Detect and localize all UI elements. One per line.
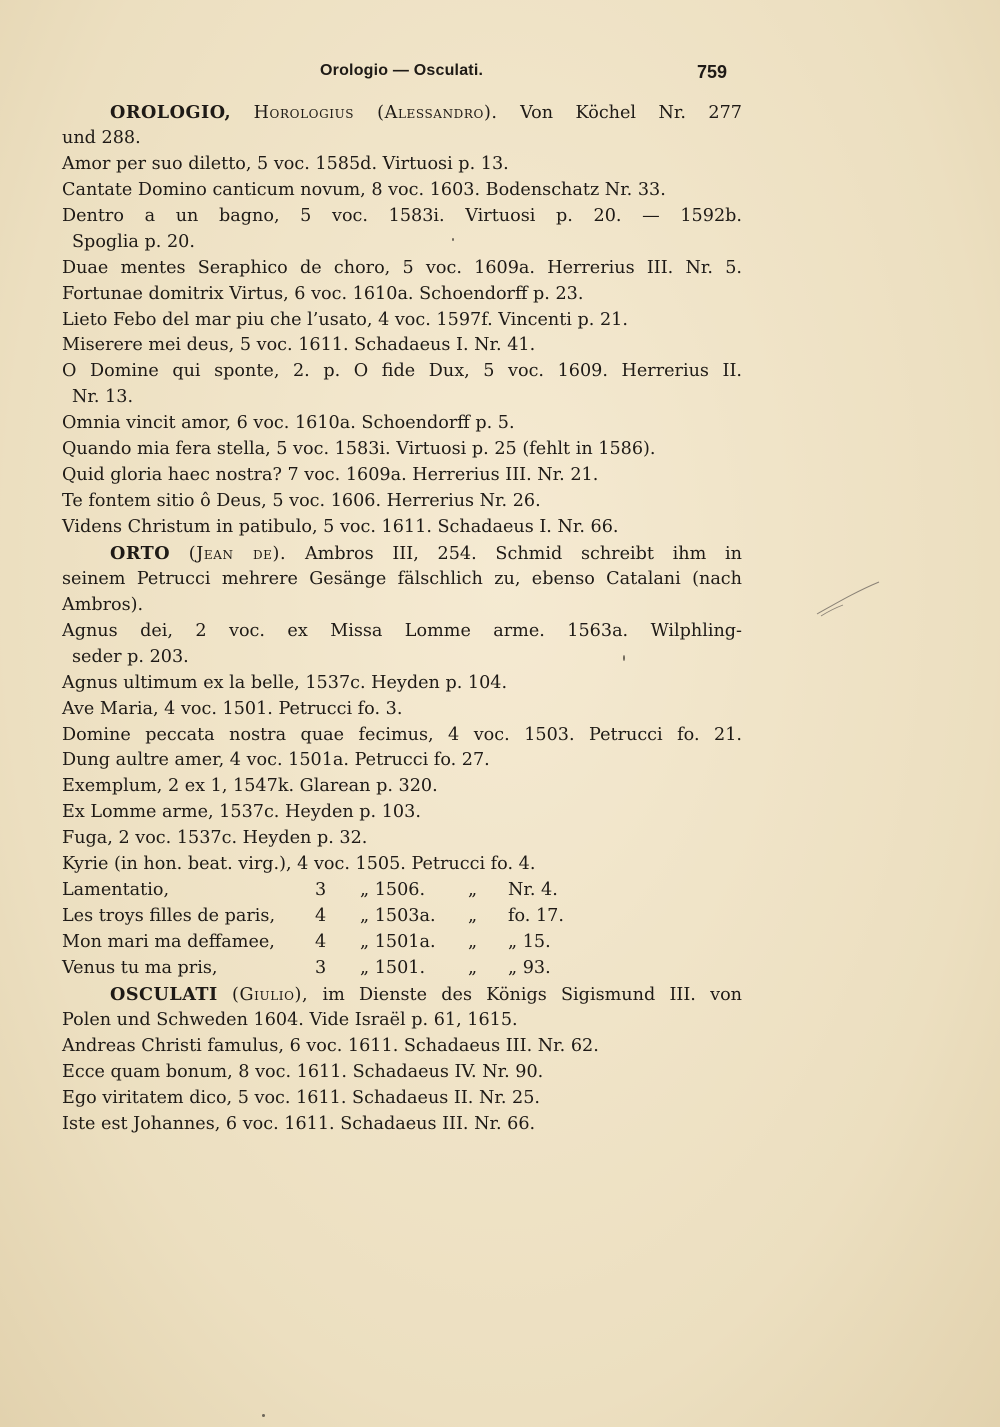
composer-note-continued: Polen und Schweden 1604. Vide Israël p. 61, 1615. (62, 1009, 518, 1030)
entry-heading-orologio (62, 100, 742, 126)
table-row (62, 930, 742, 956)
table-row (62, 878, 742, 904)
composer-note: im Dienste des Königs Sigismund III. von (322, 984, 742, 1005)
work-entry: Cantate Domino canticum novum, 8 voc. 1603. Bodenschatz Nr. 33. (62, 179, 666, 200)
table-cell-title: Venus tu ma pris, (62, 957, 218, 978)
work-entry-text: Dentro a un bagno, 5 voc. 1583i. Virtuosi p. 20. — 1592b. (62, 205, 742, 226)
table-row (62, 956, 742, 982)
work-entry (62, 359, 742, 385)
table-cell-year: „ 1503a. (360, 906, 436, 927)
table-cell-title: Les troys filles de paris, (62, 906, 276, 927)
composer-note-continued (62, 567, 742, 593)
work-entry: Omnia vincit amor, 6 voc. 1610a. Schoendorff p. 5. (62, 413, 515, 434)
table-cell-source: „ (468, 932, 478, 952)
table-cell-source: „ (468, 957, 478, 978)
table-cell-ref: Nr. 4. (508, 880, 558, 901)
running-title: Orologio — Osculati. (320, 62, 484, 79)
entry-heading-orto (62, 541, 742, 567)
table-cell-ref: „ 15. (508, 932, 551, 952)
work-entry: Fuga, 2 voc. 1537c. Heyden p. 32. (62, 828, 368, 849)
paper-speck (262, 1414, 265, 1417)
table-cell-year: „ 1506. (360, 880, 426, 901)
page-body (62, 100, 742, 1138)
work-entry: Te fontem sitio ô Deus, 5 voc. 1606. Herrerius Nr. 26. (62, 491, 541, 512)
paper-speck (452, 238, 454, 241)
composer-name: OSCULATI (110, 983, 218, 1005)
running-head (0, 62, 1000, 86)
work-entry: Andreas Christi famulus, 6 voc. 1611. Schadaeus III. Nr. 62. (62, 1035, 599, 1056)
composer-alt-name: Horologius (Alessandro). (253, 103, 498, 123)
table-cell-voices: 3 (315, 957, 327, 978)
work-entry: Amor per suo diletto, 5 voc. 1585d. Virtuosi p. 13. (62, 153, 509, 174)
work-entry-text: Duae mentes Seraphico de choro, 5 voc. 1609a. Herrerius III. Nr. 5. (62, 257, 742, 278)
work-entry: Lieto Febo del mar piu che l’usato, 4 voc. 1597f. Vincenti p. 21. (62, 309, 628, 330)
composer-name: OROLOGIO, (110, 102, 232, 123)
composer-note-text: seinem Petrucci mehrere Gesänge fälschlich zu, ebenso Catalani (nach (62, 568, 742, 589)
composer-note: Ambros III, 254. Schmid schreibt ihm in (304, 543, 742, 564)
table-cell-source: „ (468, 880, 478, 901)
work-entry: Fortunae domitrix Virtus, 6 voc. 1610a. Schoendorff p. 23. (62, 283, 584, 304)
composer-name: ORTO (110, 542, 171, 564)
table-cell-year: „ 1501a. (360, 932, 436, 952)
work-entry (62, 204, 742, 230)
work-entry-continued: Spoglia p. 20. (72, 231, 195, 252)
table-cell-year: „ 1501. (360, 957, 426, 978)
table-cell-title: Lamentatio, (62, 880, 170, 901)
work-entry: Quando mia fera stella, 5 voc. 1583i. Virtuosi p. 25 (fehlt in 1586). (62, 439, 656, 460)
work-entry: Dung aultre amer, 4 voc. 1501a. Petrucci fo. 27. (62, 750, 490, 771)
composer-note: Von Köchel Nr. 277 (520, 103, 742, 123)
work-entry (62, 256, 742, 282)
composer-alt-name: (Giulio), (232, 984, 309, 1005)
table-cell-voices: 4 (315, 906, 327, 927)
table-cell-ref: „ 93. (508, 957, 551, 978)
work-entry: Agnus ultimum ex la belle, 1537c. Heyden p. 104. (62, 672, 508, 693)
work-entry: Kyrie (in hon. beat. virg.), 4 voc. 1505. Petrucci fo. 4. (62, 854, 536, 875)
work-entry: Ave Maria, 4 voc. 1501. Petrucci fo. 3. (62, 698, 403, 719)
page-number: 759 (697, 62, 728, 82)
table-cell-title: Mon mari ma deffamee, (62, 932, 275, 952)
work-entry-text: Domine peccata nostra quae fecimus, 4 voc. 1503. Petrucci fo. 21. (62, 724, 742, 745)
work-entry (62, 723, 742, 749)
composer-note-continued: Ambros). (62, 594, 144, 615)
paper-speck (623, 655, 625, 661)
table-cell-voices: 3 (315, 880, 327, 901)
pencil-mark (815, 578, 881, 618)
work-entry-text: O Domine qui sponte, 2. p. O fide Dux, 5 voc. 1609. Herrerius II. (62, 361, 742, 382)
work-entry: Quid gloria haec nostra? 7 voc. 1609a. Herrerius III. Nr. 21. (62, 465, 599, 486)
table-cell-source: „ (468, 906, 478, 927)
work-entry-continued: Nr. 13. (72, 387, 134, 408)
work-entry: Exemplum, 2 ex 1, 1547k. Glarean p. 320. (62, 776, 438, 797)
table-cell-ref: fo. 17. (508, 906, 564, 927)
work-entry: Miserere mei deus, 5 voc. 1611. Schadaeus I. Nr. 41. (62, 335, 536, 356)
composer-alt-name: (Jean de). (188, 543, 287, 564)
work-entry-text: Agnus dei, 2 voc. ex Missa Lomme arme. 1563a. Wilphling- (62, 620, 742, 641)
entry-heading-osculati (62, 982, 742, 1008)
work-entry: Ecce quam bonum, 8 voc. 1611. Schadaeus IV. Nr. 90. (62, 1061, 544, 1082)
work-entry: Iste est Johannes, 6 voc. 1611. Schadaeus III. Nr. 66. (62, 1113, 536, 1134)
work-entry-continued: seder p. 203. (72, 646, 189, 667)
work-entry: Ego viritatem dico, 5 voc. 1611. Schadaeus II. Nr. 25. (62, 1087, 541, 1108)
table-cell-voices: 4 (315, 932, 327, 952)
work-entry: Videns Christum in patibulo, 5 voc. 1611. Schadaeus I. Nr. 66. (62, 517, 619, 537)
composer-note-continued: und 288. (62, 127, 141, 148)
work-entry: Ex Lomme arme, 1537c. Heyden p. 103. (62, 802, 421, 823)
table-row (62, 904, 742, 930)
work-entry (62, 619, 742, 645)
